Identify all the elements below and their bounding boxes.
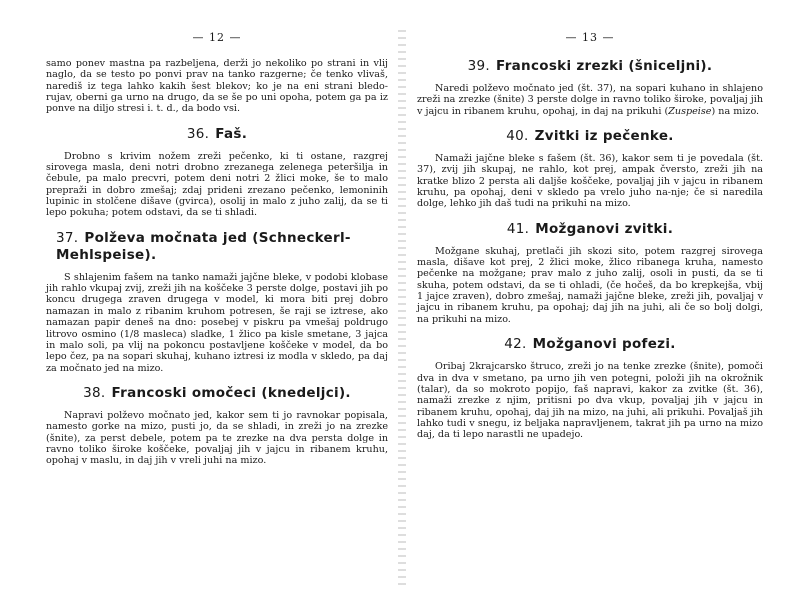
section-39-text — [417, 83, 763, 117]
section-42-text: Oribaj 2krajcarsko štruco, zreži jo na tenke zrezke (šnite), pomoči dva in dva v smetano, pa urno jih ven potegni, položi jih na okrožnik (talar), da so mokroto popijo, faš napravi, kakor za zvitke (št. 36), namaži zrezke z njim, pritisni po dva vkup, povaljaj jih v jajcu in ribanem kruhu, opohaj, daj jih na mizo, na juhi, ali prikuhi. Povaljaš jih lahko tudi v snegu, iz beljaka napravljenem, takrat jih pa urno na mizo daj, da ti lepo narastli ne upadejo. — [417, 361, 763, 441]
book-gutter — [398, 30, 406, 590]
section-41-heading — [417, 221, 763, 238]
section-40-text: Namaži jajčne bleke s fašem (št. 36), kakor sem ti je povedala (št. 37), zvij jih skupaj, ne rahlo, kot prej, ampak čversto, zreži jih na kratke blizo 2 persta ali daljše koščeke, povaljaj jih v jajcu in ribanem kruhu, pa opohaj, deni v skledo pa vrelo juho na-nje; če si naredila dolge, lehko jih daš tudi na prikuhi na mizo. — [417, 153, 763, 210]
intro-paragraph: samo ponev mastna pa razbeljena, derži jo nekoliko po strani in vlij naglo, da se testo po ponvi prav na tanko razgerne; če tenko vlivaš, narediš iz tega lahko kakih šest blekov; ko je na eni strani bledo-rujav, oberni ga urno na drugo, da se še po uni opoha, potem ga pa iz ponve na diljo stresi i. t. d., da bodo vsi. — [46, 58, 388, 115]
section-40-heading — [417, 128, 763, 145]
section-37-text: S shlajenim fašem na tanko namaži jajčne bleke, v podobi klobase jih rahlo vkupaj zvij, zreži jih na koščeke 3 perste dolge, postavi jih po koncu drugega zraven drugega v model, ki mora biti prej dobro namazan in malo z ribanim kruhom potresen, še raji se iztrese, ako namazan papir deneš na dno: posebej v piskru pa vmešaj poldrugo litrovo osmino (1/8 masleca) sladke, 1 žlico pa kisle smetane, 3 jajca in malo soli, pa vlij na pokoncu postavljene koščeke v model, da bo lepo čez, pa na sopari skuhaj, kuhano iztresi iz modla v skledo, pa daj za močnato jed na mizo. — [46, 271, 388, 374]
section-39-text-before: Naredi polževo močnato jed (št. 37), na sopari kuhano in shlajeno zreži na zrezke (šnite) 3 perste dolge in ravno toliko široke, povaljaj jih v jajcu in ribanem kruhu, opohaj, in daj na prikuhi ( — [417, 83, 763, 117]
right-page — [417, 0, 763, 600]
section-39-number: 39. — [467, 58, 491, 74]
section-38-text: Napravi polževo močnato jed, kakor sem ti jo ravnokar popisala, namesto gorke na mizo, pusti jo, da se shladi, in zreži jo na zrezke (šnite), za perst debele, potem pa te zrezke na dva persta dolge in ravno toliko široke koščeke, povaljaj jih v jajcu in ribanem kruhu, opohaj v maslu, in daj jih v vreli juhi na mizo. — [46, 409, 388, 467]
section-39-heading — [417, 58, 763, 75]
section-37-number: 37. — [56, 229, 79, 246]
section-39-text-after: ) na mizo. — [711, 105, 760, 117]
section-42-number: 42. — [504, 336, 527, 353]
section-41-number: 41. — [506, 220, 530, 237]
page-number-left: — 12 — — [192, 31, 242, 44]
section-36-title: Faš. — [215, 125, 248, 142]
section-38-heading — [46, 385, 388, 402]
section-38-title: Francoski omočeci (knedeljci). — [111, 384, 351, 401]
section-37-title: Polževa močnata jed (Schneckerl-Mehlspeise). — [56, 229, 351, 263]
left-page-body — [46, 58, 388, 467]
section-36-text: Drobno s krivim nožem zreži pečenko, ki ti ostane, razgrej sirovega masla, deni notri drobno zrezanega zelenega peteršilja in čebule, pa malo precvri, potem deni notri 2 žlici moke, še to malo prepraži in dobro zmešaj; zdaj prideni zrezano pečenko, lemoninih lupinic in stolčene dišave (gvirca), osolij in malo z juho zalij, da se ti lepo pokuha; potem odstavi, da se ti shladi. — [46, 150, 388, 219]
section-36-number: 36. — [186, 125, 210, 142]
section-41-text: Možgane skuhaj, pretlači jih skozi sito, potem razgrej sirovega masla, dišave kot prej, 2 žlici moke, žlico ribanega kruha, namesto pečenke na možgane; prav malo z juho zalij, osoli in pusti, da se ti skuha, potem odstavi, da se ti ohladi, (če hočeš, da bo krepkejša, vbij 1 jajce zraven), dobro zmešaj, namaži jajčne bleke, zreži jih, povaljaj v jajcu in ribanem kruhu, pa opohaj; daj jih na juhi, ali če so bolj dolgi, na prikuhi na mizo. — [417, 245, 763, 325]
section-36-heading — [46, 126, 388, 143]
section-41-title: Možganovi zvitki. — [535, 220, 674, 237]
section-42-title: Možganovi pofezi. — [532, 336, 676, 353]
page-number-right: — 13 — — [565, 31, 615, 44]
section-42-heading — [417, 336, 763, 353]
section-40-title: Zvitki iz pečenke. — [534, 128, 674, 145]
section-40-number: 40. — [506, 128, 529, 145]
section-39-title: Francoski zrezki (šniceljni). — [496, 58, 713, 74]
section-39-text-emphasis: Zuspeise — [668, 105, 712, 117]
left-page — [46, 0, 388, 600]
right-page-body — [417, 58, 763, 441]
section-37-heading — [46, 230, 388, 264]
section-38-number: 38. — [83, 384, 106, 401]
